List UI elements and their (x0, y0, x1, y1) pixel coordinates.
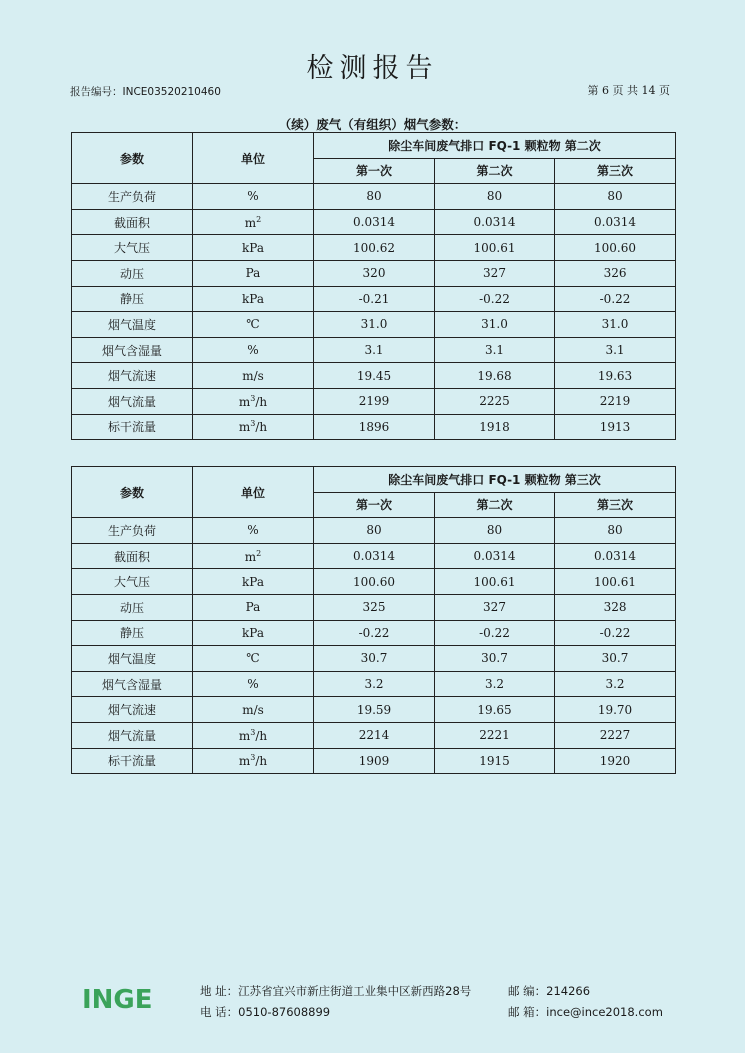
param-cell: 标干流量 (72, 748, 193, 774)
unit-cell (193, 697, 314, 723)
value-cell: 30.7 (314, 646, 435, 672)
value-cell: 100.61 (435, 569, 555, 595)
value-cell: 30.7 (555, 646, 676, 672)
value-cell: 2219 (555, 388, 676, 414)
run-header: 第二次 (435, 158, 555, 184)
value-cell: 100.62 (314, 235, 435, 261)
value-cell: 80 (555, 184, 676, 210)
unit-text: m (238, 394, 251, 409)
table-row (72, 748, 676, 774)
table-row (72, 312, 676, 338)
value-cell: 327 (435, 594, 555, 620)
unit-text: ℃ (246, 651, 260, 666)
unit-cell (193, 312, 314, 338)
unit-text: kPa (242, 291, 264, 306)
value-cell: 2199 (314, 388, 435, 414)
unit-header: 单位 (193, 467, 314, 518)
unit-text: % (247, 343, 259, 358)
table-row (72, 543, 676, 569)
value-cell: 0.0314 (555, 543, 676, 569)
value-cell: 100.60 (314, 569, 435, 595)
phone-value: 0510-87608899 (238, 1005, 331, 1019)
sampling-point-heading: 除尘车间废气排口 FQ-1 颗粒物 第二次 (314, 133, 676, 159)
run-header: 第二次 (435, 492, 555, 518)
logo-text: INGE (82, 985, 153, 1013)
value-cell: 328 (555, 594, 676, 620)
param-cell: 静压 (72, 620, 193, 646)
value-cell: 0.0314 (555, 209, 676, 235)
unit-tail: /h (255, 394, 268, 409)
table-row (72, 671, 676, 697)
value-cell: 80 (555, 518, 676, 544)
value-cell: 30.7 (435, 646, 555, 672)
value-cell: 31.0 (555, 312, 676, 338)
value-cell: 1896 (314, 414, 435, 440)
param-cell: 烟气温度 (72, 312, 193, 338)
unit-superscript: 3 (250, 393, 256, 403)
param-cell: 截面积 (72, 209, 193, 235)
unit-superscript: 2 (256, 548, 262, 558)
phone-label: 电 话： (200, 1005, 239, 1019)
unit-cell (193, 569, 314, 595)
header-row (72, 133, 676, 159)
value-cell: 31.0 (435, 312, 555, 338)
unit-cell (193, 286, 314, 312)
email-label: 邮 箱： (508, 1005, 547, 1019)
table-row (72, 697, 676, 723)
unit-cell (193, 337, 314, 363)
run-header: 第三次 (555, 158, 676, 184)
table-row (72, 414, 676, 440)
flue-gas-table-1 (71, 132, 676, 440)
param-cell: 烟气含湿量 (72, 337, 193, 363)
unit-cell (193, 184, 314, 210)
unit-cell (193, 518, 314, 544)
value-cell: 19.45 (314, 363, 435, 389)
footer-line-1 (200, 983, 591, 999)
header-row (72, 467, 676, 493)
unit-text: Pa (245, 600, 261, 615)
unit-text: kPa (242, 625, 264, 640)
value-cell: 3.1 (555, 337, 676, 363)
unit-header: 单位 (193, 133, 314, 184)
value-cell: 100.61 (555, 569, 676, 595)
table-row (72, 594, 676, 620)
param-cell: 生产负荷 (72, 518, 193, 544)
unit-text: % (247, 677, 259, 692)
param-cell: 截面积 (72, 543, 193, 569)
unit-cell (193, 594, 314, 620)
table-row (72, 337, 676, 363)
value-cell: 0.0314 (314, 209, 435, 235)
unit-tail: /h (255, 728, 268, 743)
value-cell: 3.2 (435, 671, 555, 697)
param-cell: 烟气流速 (72, 697, 193, 723)
value-cell: 3.1 (314, 337, 435, 363)
param-cell: 标干流量 (72, 414, 193, 440)
value-cell: 3.2 (555, 671, 676, 697)
unit-cell (193, 543, 314, 569)
value-cell: 19.59 (314, 697, 435, 723)
value-cell: 3.2 (314, 671, 435, 697)
unit-cell (193, 260, 314, 286)
table-row (72, 569, 676, 595)
unit-cell (193, 388, 314, 414)
value-cell: 327 (435, 260, 555, 286)
value-cell: 100.61 (435, 235, 555, 261)
table-row (72, 620, 676, 646)
unit-text: m (244, 215, 257, 230)
unit-text: Pa (245, 266, 261, 281)
table-row (72, 722, 676, 748)
run-header: 第三次 (555, 492, 676, 518)
address-label: 地 址： (200, 984, 239, 998)
postcode-label: 邮 编： (508, 984, 547, 998)
unit-text: kPa (242, 240, 264, 255)
param-cell: 静压 (72, 286, 193, 312)
page-number: 第 6 页 共 14 页 (587, 84, 670, 97)
table-row (72, 646, 676, 672)
unit-superscript: 3 (250, 753, 256, 763)
unit-cell (193, 671, 314, 697)
value-cell: 80 (314, 518, 435, 544)
table-row (72, 184, 676, 210)
table-row (72, 235, 676, 261)
value-cell: 19.68 (435, 363, 555, 389)
footer-line-2 (200, 1004, 663, 1020)
report-number: 报告编号：INCE03520210460 (70, 86, 221, 98)
unit-text: % (247, 189, 259, 204)
unit-text: m (244, 549, 257, 564)
value-cell: 1909 (314, 748, 435, 774)
sampling-point-heading: 除尘车间废气排口 FQ-1 颗粒物 第三次 (314, 467, 676, 493)
param-cell: 烟气流速 (72, 363, 193, 389)
postcode-value: 214266 (546, 984, 591, 998)
flue-gas-table-2 (71, 466, 676, 774)
unit-cell (193, 414, 314, 440)
unit-tail: /h (255, 754, 268, 769)
email-value: ince@ince2018.com (546, 1005, 663, 1019)
param-cell: 烟气流量 (72, 388, 193, 414)
param-cell: 大气压 (72, 569, 193, 595)
inge-logo (82, 983, 174, 1013)
value-cell: 1915 (435, 748, 555, 774)
value-cell: 320 (314, 260, 435, 286)
unit-text: ℃ (246, 317, 260, 332)
param-cell: 动压 (72, 260, 193, 286)
address-value: 江苏省宜兴市新庄街道工业集中区新西路28号 (238, 984, 472, 998)
unit-cell (193, 748, 314, 774)
param-cell: 大气压 (72, 235, 193, 261)
unit-cell (193, 620, 314, 646)
unit-text: m (238, 728, 251, 743)
param-cell: 生产负荷 (72, 184, 193, 210)
param-cell: 烟气温度 (72, 646, 193, 672)
value-cell: 2221 (435, 722, 555, 748)
table-row (72, 260, 676, 286)
table-row (72, 286, 676, 312)
page-title: 检测报告 (306, 53, 439, 84)
value-cell: 3.1 (435, 337, 555, 363)
unit-text: kPa (242, 574, 264, 589)
table-caption: （续）废气（有组织）烟气参数： (278, 117, 467, 132)
value-cell: 0.0314 (435, 543, 555, 569)
value-cell: 0.0314 (314, 543, 435, 569)
value-cell: -0.22 (435, 620, 555, 646)
unit-cell (193, 722, 314, 748)
unit-superscript: 3 (250, 419, 256, 429)
run-header: 第一次 (314, 158, 435, 184)
value-cell: 31.0 (314, 312, 435, 338)
unit-cell (193, 209, 314, 235)
run-header: 第一次 (314, 492, 435, 518)
unit-text: m/s (242, 702, 264, 717)
unit-cell (193, 646, 314, 672)
value-cell: 2227 (555, 722, 676, 748)
table-row (72, 209, 676, 235)
unit-text: % (247, 523, 259, 538)
unit-tail: /h (255, 420, 268, 435)
param-header: 参数 (72, 133, 193, 184)
unit-superscript: 2 (256, 214, 262, 224)
value-cell: 2214 (314, 722, 435, 748)
param-cell: 烟气含湿量 (72, 671, 193, 697)
value-cell: 19.63 (555, 363, 676, 389)
value-cell: 80 (435, 184, 555, 210)
param-cell: 动压 (72, 594, 193, 620)
value-cell: 19.65 (435, 697, 555, 723)
value-cell: 80 (435, 518, 555, 544)
param-cell: 烟气流量 (72, 722, 193, 748)
unit-text: m (238, 420, 251, 435)
value-cell: 2225 (435, 388, 555, 414)
value-cell: 1913 (555, 414, 676, 440)
unit-text: m/s (242, 368, 264, 383)
unit-text: m (238, 754, 251, 769)
unit-superscript: 3 (250, 727, 256, 737)
unit-cell (193, 363, 314, 389)
value-cell: 80 (314, 184, 435, 210)
value-cell: -0.22 (435, 286, 555, 312)
table-row (72, 518, 676, 544)
value-cell: -0.22 (555, 286, 676, 312)
unit-cell (193, 235, 314, 261)
value-cell: 1918 (435, 414, 555, 440)
value-cell: -0.22 (314, 620, 435, 646)
value-cell: 325 (314, 594, 435, 620)
value-cell: 1920 (555, 748, 676, 774)
value-cell: 100.60 (555, 235, 676, 261)
table-row (72, 363, 676, 389)
table-row (72, 388, 676, 414)
value-cell: 19.70 (555, 697, 676, 723)
value-cell: 0.0314 (435, 209, 555, 235)
param-header: 参数 (72, 467, 193, 518)
value-cell: -0.22 (555, 620, 676, 646)
value-cell: 326 (555, 260, 676, 286)
value-cell: -0.21 (314, 286, 435, 312)
